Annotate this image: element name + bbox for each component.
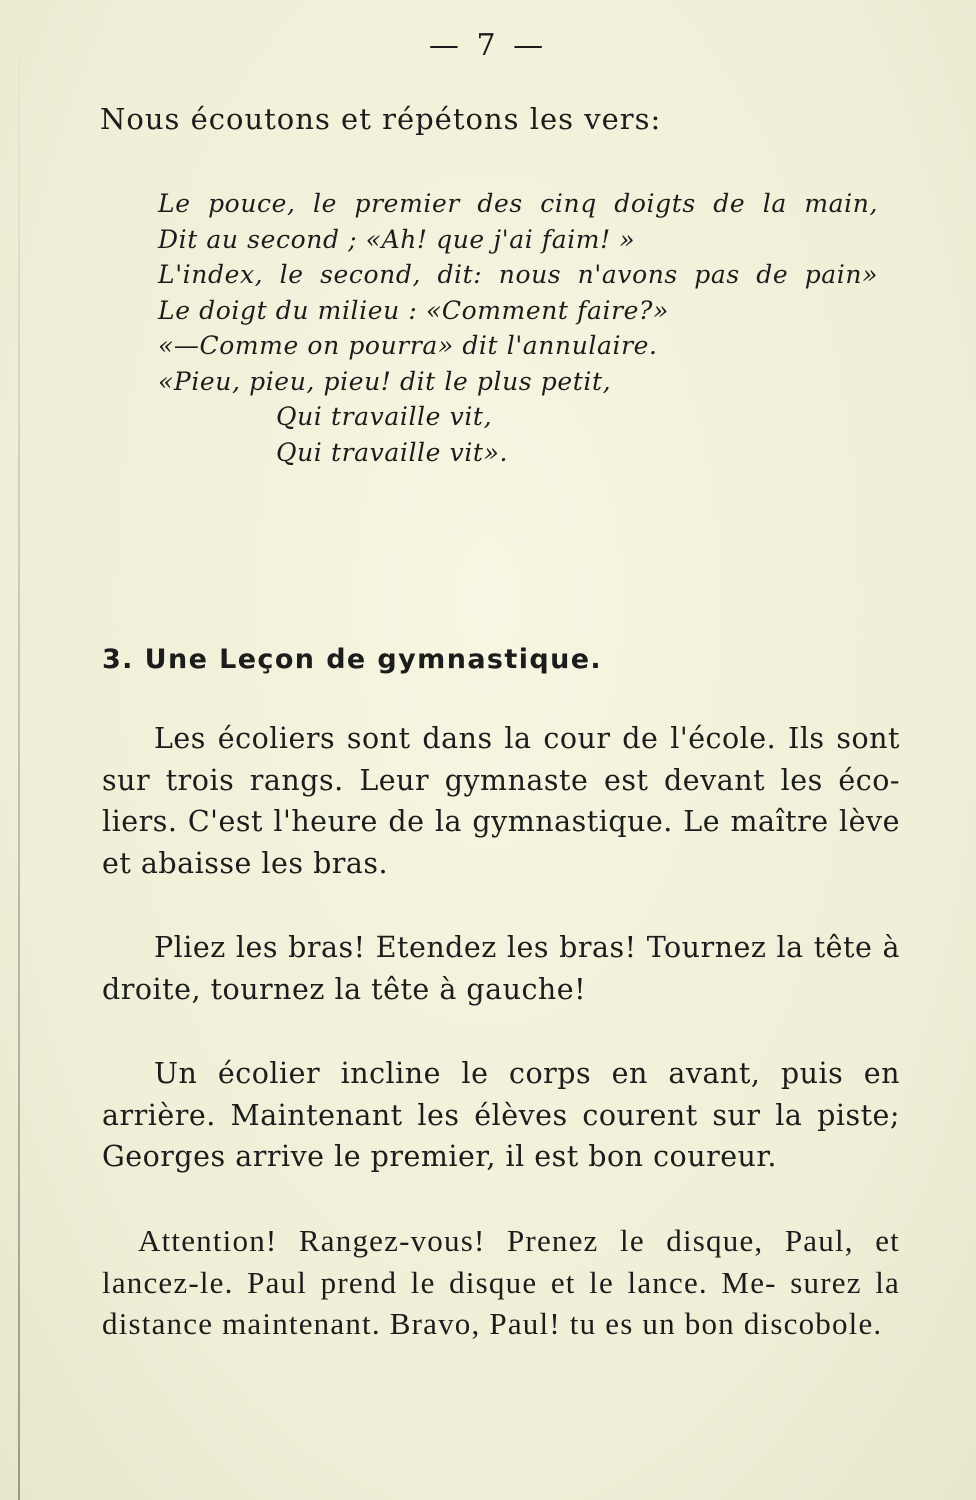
poem-line: Qui travaille vit, [276,402,493,431]
paragraph-text: Un écolier incline le corps en avant, puis en arrière. Maintenant les élèves courent sur la piste; Georges arrive le premier, il est bon coureur. [102,1057,900,1173]
paragraph [102,927,900,1010]
poem [158,186,878,470]
poem-line: «Pieu, pieu, pieu! dit le plus petit, [158,366,612,396]
intro-sentence: Nous écoutons et répétons les vers: [100,102,662,136]
page-binding-edge [18,0,20,1500]
poem-line: Dit au second ; «Ah! que j'ai faim! » [158,224,636,254]
paragraph [102,718,900,884]
poem-line: Le pouce, le premier des cinq doigts de la main, [158,189,878,218]
paragraph [102,1053,900,1178]
paragraph [102,1220,900,1345]
poem-line: Le doigt du milieu : «Comment faire?» [158,295,669,325]
poem-line: L'index, le second, dit: nous n'avons pas de pain» [158,260,878,289]
paragraph-text: Les écoliers sont dans la cour de l'école. Ils sont sur trois rangs. Leur gymnaste est devant les éco- liers. C'est l'heure de la gymnastique. Le maître lève et abaisse les bras. [102,722,900,880]
paragraph-text: Pliez les bras! Etendez les bras! Tournez la tête à droite, tournez la tête à gauche! [102,931,900,1006]
poem-line: Qui travaille vit». [276,437,509,467]
poem-line: «—Comme on pourra» dit l'annulaire. [158,331,658,360]
section-heading: 3. Une Leçon de gymnastique. [102,644,603,675]
page-number: — 7 — [428,28,548,63]
paragraph-text: Attention! Rangez-vous! Prenez le disque, Paul, et lancez-le. Paul prend le disque et le lance. Me- surez la distance maintenant. Bravo, Paul! tu es un bon discobole. [102,1223,900,1341]
